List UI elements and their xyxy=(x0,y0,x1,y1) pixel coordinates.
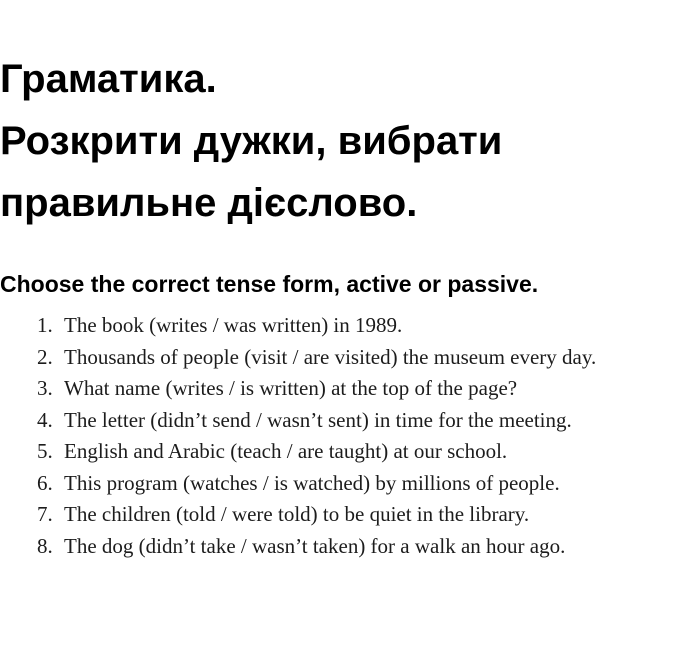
list-item: 2. Thousands of people (visit / are visited) the museum every day. xyxy=(58,342,675,374)
list-item: 4. The letter (didn’t send / wasn’t sent) in time for the meeting. xyxy=(58,405,675,437)
list-item: 7. The children (told / were told) to be quiet in the library. xyxy=(58,499,675,531)
list-item: 6. This program (watches / is watched) by millions of people. xyxy=(58,468,675,500)
list-item: 1. The book (writes / was written) in 1989. xyxy=(58,310,675,342)
worksheet-title-line-1: Граматика. xyxy=(0,57,217,101)
worksheet-title-line-2: Розкрити дужки, вибрати xyxy=(0,119,503,163)
list-item: 3. What name (writes / is written) at the top of the page? xyxy=(58,373,675,405)
list-item: 5. English and Arabic (teach / are taught) at our school. xyxy=(58,436,675,468)
worksheet-title-uk xyxy=(0,48,675,234)
worksheet-title-line-3: правильне дієслово. xyxy=(0,181,418,225)
task-instruction: Choose the correct tense form, active or passive. xyxy=(0,271,539,297)
sentence-list xyxy=(0,310,675,562)
list-item: 8. The dog (didn’t take / wasn’t taken) for a walk an hour ago. xyxy=(58,531,675,563)
